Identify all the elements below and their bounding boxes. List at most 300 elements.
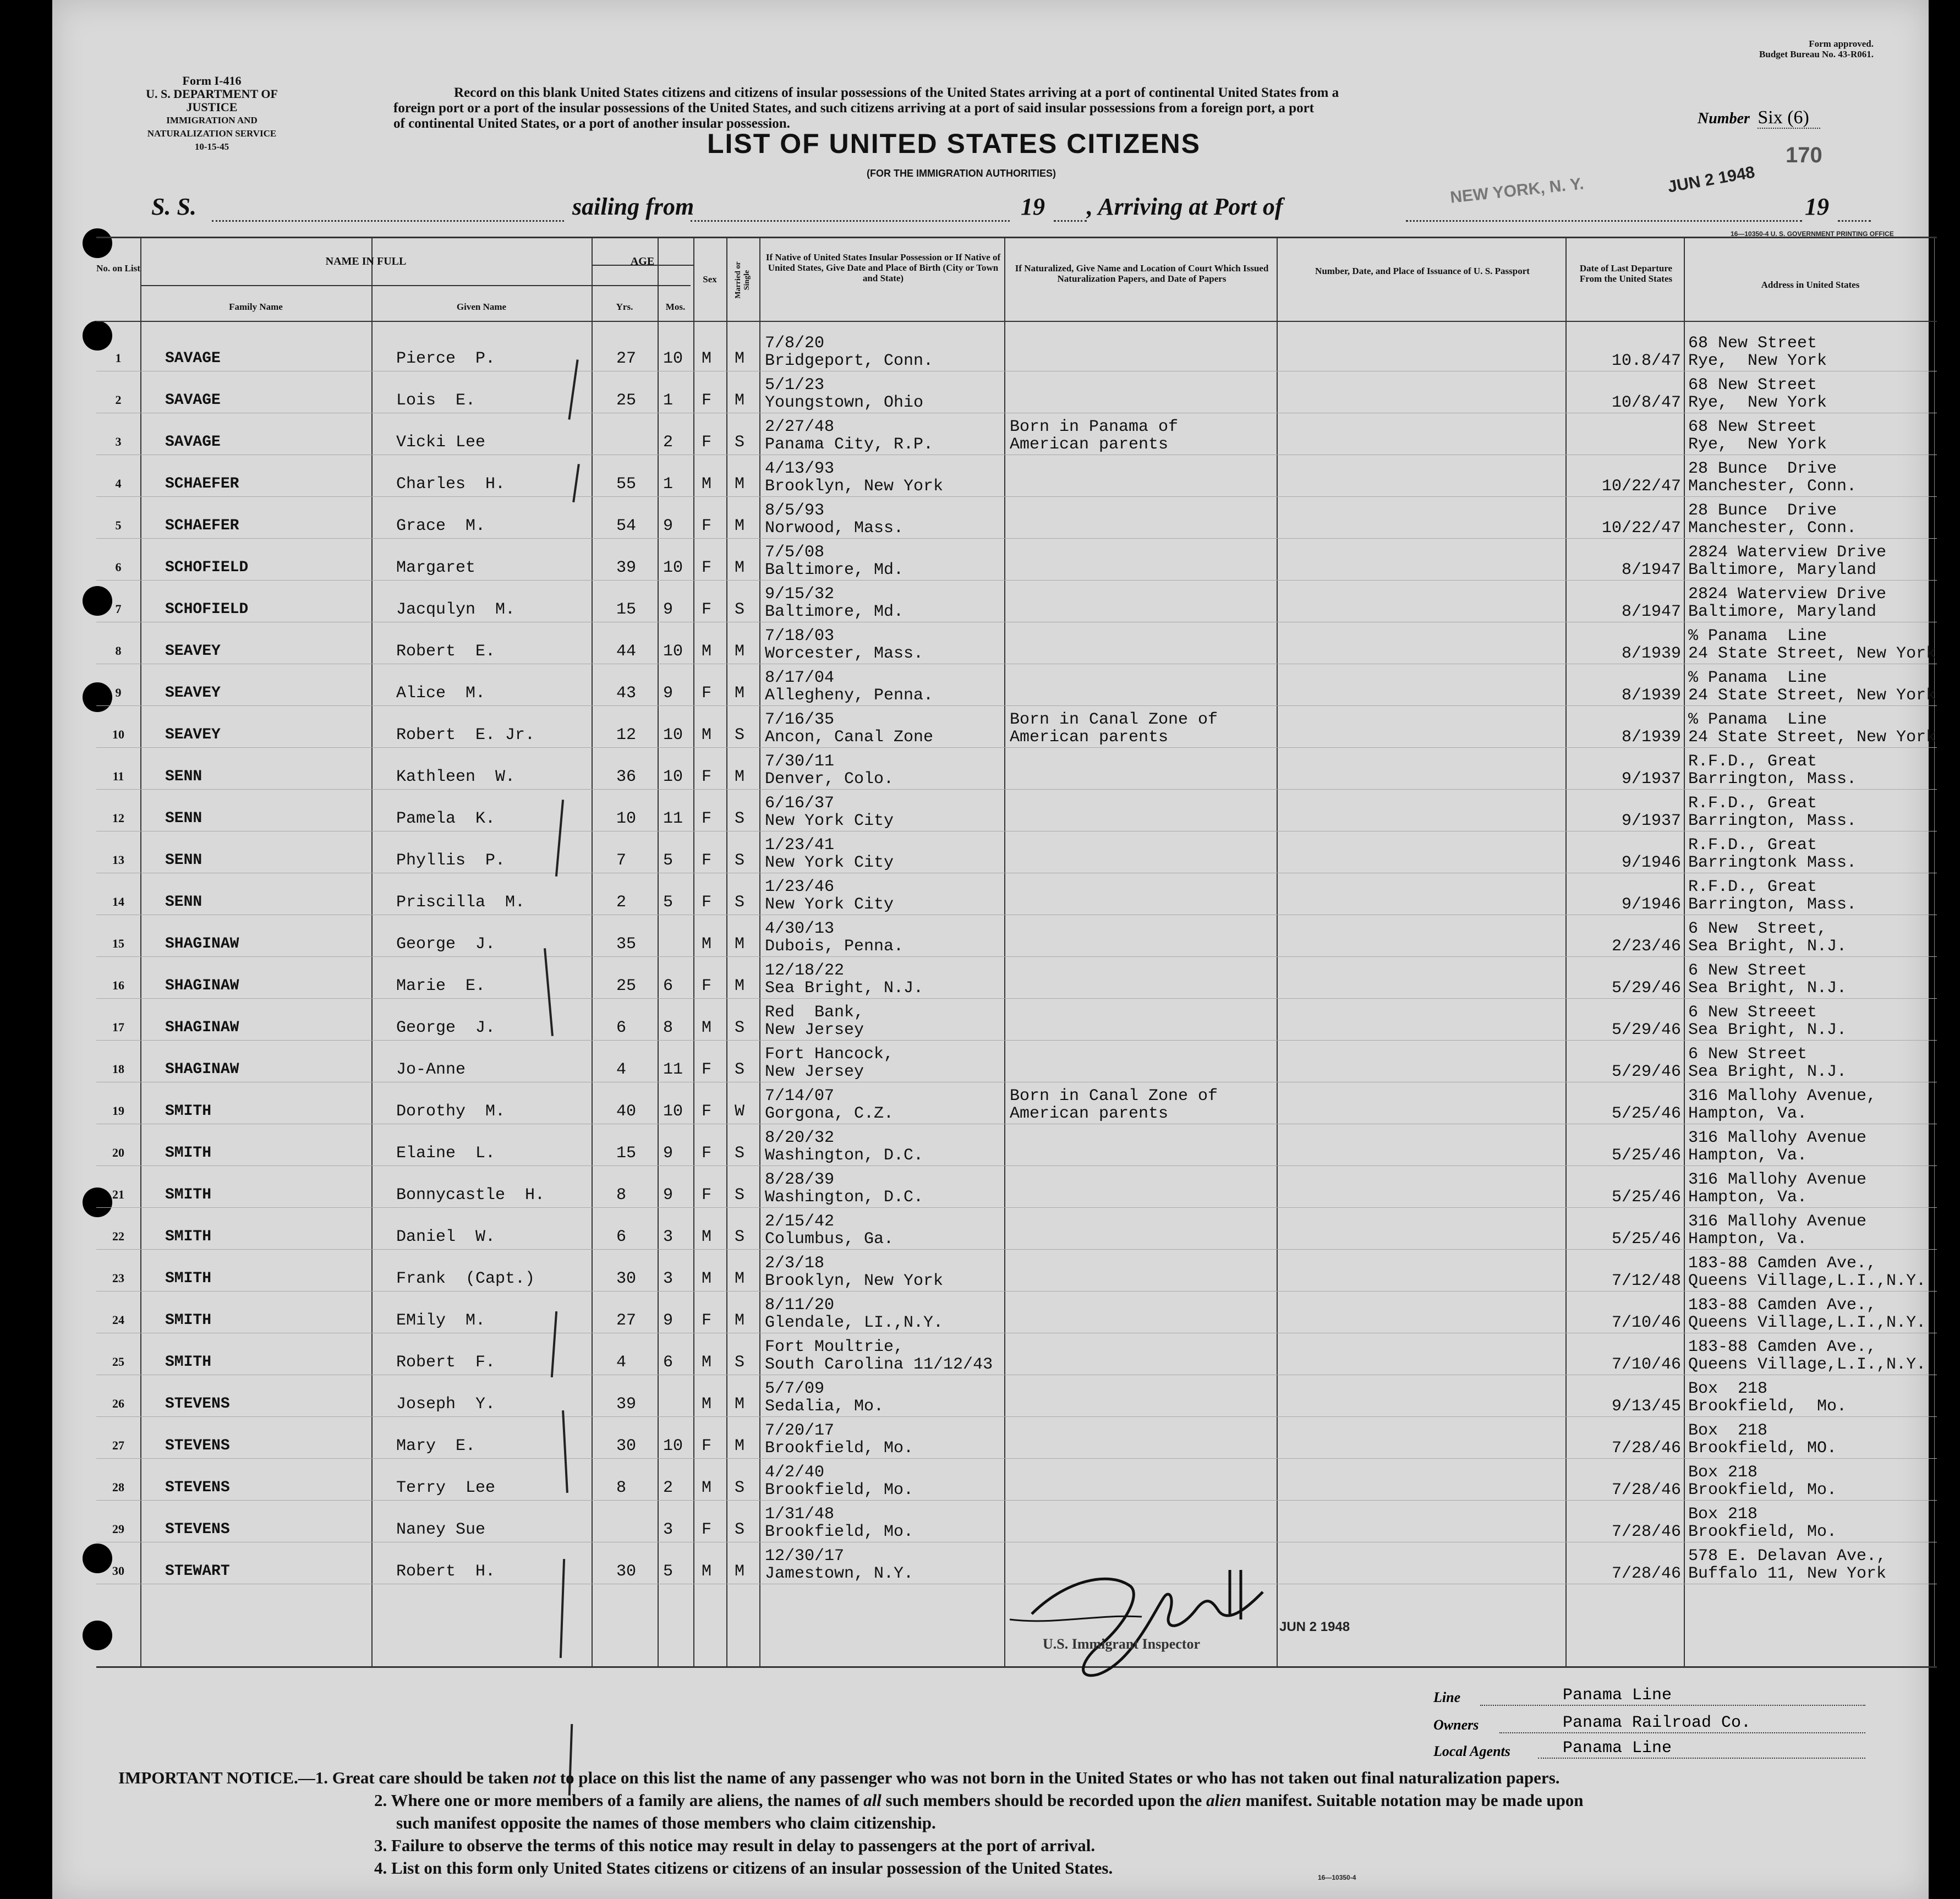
row-number: 27 — [112, 1438, 124, 1452]
cell-ms: S — [735, 433, 745, 452]
cell-mos: 10 — [663, 726, 683, 745]
cell-family: SEAVEY — [165, 685, 221, 702]
cell-ms: M — [735, 1437, 745, 1455]
row-number: 7 — [115, 602, 122, 616]
cell-birth-2: Brooklyn, New York — [765, 1272, 944, 1290]
cell-mos: 5 — [663, 893, 674, 912]
header-yrs: Yrs. — [616, 302, 633, 312]
cell-yrs: 30 — [616, 1437, 637, 1455]
cell-family: SMITH — [165, 1145, 212, 1162]
handwritten-mark — [562, 1410, 568, 1493]
cell-yrs: 43 — [616, 684, 637, 703]
cell-addr-2: 24 State Street, New York — [1688, 644, 1936, 663]
cell-yrs: 35 — [616, 935, 637, 954]
cell-birth-1: 8/28/39 — [765, 1170, 835, 1189]
cell-family: STEWART — [165, 1563, 230, 1580]
cell-departure: 8/1947 — [1621, 603, 1681, 621]
cell-ms: M — [735, 935, 745, 954]
cell-addr-1: 28 Bunce Drive — [1688, 501, 1837, 520]
header-birth: If Native of United States Insular Possession or If Native of United States, Give Date and Place of Birth (City or Town and State) — [765, 252, 1001, 283]
cell-birth-2: Panama City, R.P. — [765, 435, 934, 454]
cell-mos: 2 — [663, 1479, 674, 1497]
row-number: 12 — [112, 811, 124, 825]
port-stamp: NEW YORK, N. Y. — [1449, 174, 1585, 207]
cell-given: Grace M. — [396, 517, 486, 535]
line-label: Line — [1433, 1689, 1461, 1705]
row-number: 1 — [115, 351, 122, 365]
cell-addr-2: Brookfield, Mo. — [1688, 1397, 1847, 1416]
cell-ms: M — [735, 977, 745, 995]
cell-departure: 9/1937 — [1621, 770, 1681, 789]
cell-sex: F — [702, 851, 712, 870]
cell-birth-2: Baltimore, Md. — [765, 603, 904, 621]
bottom-code: 16—10350-4 — [1318, 1874, 1356, 1881]
cell-family: SAVAGE — [165, 392, 221, 409]
notice-2a: 2. Where one or more members of a family are aliens, the names of — [374, 1791, 859, 1810]
cell-sex: F — [702, 391, 712, 410]
cell-addr-2: Barrington, Mass. — [1688, 770, 1857, 789]
row-number: 5 — [115, 518, 122, 532]
cell-given: Pamela K. — [396, 809, 496, 828]
cell-given: Daniel W. — [396, 1228, 496, 1246]
cell-yrs: 10 — [616, 809, 637, 828]
cell-family: SMITH — [165, 1186, 212, 1203]
cell-given: Elaine L. — [396, 1144, 496, 1163]
page-subtitle: (FOR THE IMMIGRATION AUTHORITIES) — [867, 168, 1056, 179]
cell-addr-2: Manchester, Conn. — [1688, 477, 1857, 496]
cell-departure: 9/1937 — [1621, 812, 1681, 830]
cell-mos: 10 — [663, 349, 683, 368]
cell-mos: 10 — [663, 642, 683, 661]
cell-family: SAVAGE — [165, 434, 221, 451]
cell-addr-2: Hampton, Va. — [1688, 1104, 1808, 1123]
cell-addr-2: Sea Bright, N.J. — [1688, 1021, 1847, 1039]
cell-given: Marie E. — [396, 977, 486, 995]
cell-given: Robert H. — [396, 1562, 496, 1581]
cell-addr-2: Rye, New York — [1688, 435, 1827, 454]
cell-family: SEAVEY — [165, 726, 221, 743]
cell-given: Jacqulyn M. — [396, 600, 516, 619]
cell-addr-2: Sea Bright, N.J. — [1688, 1063, 1847, 1081]
cell-yrs: 54 — [616, 517, 637, 535]
row-number: 6 — [115, 560, 122, 574]
row-number: 28 — [112, 1480, 124, 1494]
row-number: 30 — [112, 1564, 124, 1578]
cell-departure: 9/13/45 — [1611, 1397, 1681, 1416]
cell-family: SMITH — [165, 1354, 212, 1371]
cell-nat-2: American parents — [1010, 728, 1169, 747]
header-naturalized: If Naturalized, Give Name and Location of Court Which Issued Naturalization Papers, and Date of Papers — [1015, 263, 1269, 284]
year-field-2 — [1838, 220, 1871, 222]
cell-yrs: 8 — [616, 1186, 627, 1205]
row-rule — [96, 1500, 1937, 1501]
cell-ms: S — [735, 1060, 745, 1079]
row-number: 24 — [112, 1313, 124, 1327]
cell-sex: F — [702, 517, 712, 535]
form-number: Form I-416 — [182, 74, 242, 87]
cell-given: Margaret — [396, 559, 476, 577]
cell-family: STEVENS — [165, 1437, 230, 1454]
cell-addr-2: Manchester, Conn. — [1688, 519, 1857, 538]
cell-family: SAVAGE — [165, 350, 221, 367]
row-number: 22 — [112, 1229, 124, 1243]
cell-birth-1: 5/1/23 — [765, 376, 825, 395]
cell-addr-1: 183-88 Camden Ave., — [1688, 1296, 1877, 1315]
intro-text — [393, 85, 1676, 132]
cell-ms: S — [735, 809, 745, 828]
cell-given: Pierce P. — [396, 349, 496, 368]
cell-departure: 7/28/46 — [1611, 1564, 1681, 1583]
cell-addr-1: 68 New Street — [1688, 334, 1817, 353]
cell-addr-2: Sea Bright, N.J. — [1688, 937, 1847, 956]
cell-addr-2: Hampton, Va. — [1688, 1188, 1808, 1207]
cell-departure: 5/29/46 — [1611, 1063, 1681, 1081]
cell-departure: 10.8/47 — [1611, 352, 1681, 370]
header-sex: Sex — [703, 274, 717, 284]
row-number: 2 — [115, 393, 122, 407]
cell-yrs: 8 — [616, 1479, 627, 1497]
cell-yrs: 27 — [616, 1311, 637, 1330]
cell-given: Kathleen W. — [396, 768, 516, 786]
cell-birth-1: 7/20/17 — [765, 1421, 835, 1440]
cell-addr-2: Barrington, Mass. — [1688, 812, 1857, 830]
cell-addr-1: % Panama Line — [1688, 669, 1827, 687]
cell-birth-2: Washington, D.C. — [765, 1188, 924, 1207]
cell-given: Robert E. Jr. — [396, 726, 535, 745]
intro-line-1: Record on this blank United States citizens and citizens of insular possessions of the United States arriving at a port of continental United States from a — [454, 85, 1339, 100]
cell-given: Joseph Y. — [396, 1395, 496, 1414]
row-rule — [96, 538, 1937, 539]
form-id-block — [135, 74, 289, 154]
cell-addr-1: Box 218 — [1688, 1463, 1758, 1482]
cell-sex: M — [702, 1019, 712, 1037]
cell-departure: 5/29/46 — [1611, 979, 1681, 998]
header-name-in-full: NAME IN FULL — [325, 255, 407, 267]
service-name: IMMIGRATION AND NATURALIZATION SERVICE — [147, 115, 277, 139]
cell-given: Bonnycastle H. — [396, 1186, 545, 1205]
cell-yrs: 25 — [616, 391, 637, 410]
cell-nat-2: American parents — [1010, 435, 1169, 454]
cell-birth-1: 4/13/93 — [765, 459, 835, 478]
cell-departure: 7/28/46 — [1611, 1481, 1681, 1500]
cell-birth-2: Glendale, LI.,N.Y. — [765, 1314, 944, 1332]
cell-sex: F — [702, 684, 712, 703]
notice-1a: Great care should be taken — [332, 1768, 529, 1787]
page-title: LIST OF UNITED STATES CITIZENS — [707, 128, 1201, 159]
row-rule — [96, 1416, 1937, 1417]
cell-mos: 10 — [663, 1437, 683, 1455]
cell-nat-1: Born in Canal Zone of — [1010, 1087, 1218, 1106]
cell-addr-2: Baltimore, Maryland — [1688, 561, 1877, 579]
cell-departure: 5/29/46 — [1611, 1021, 1681, 1039]
cell-mos: 1 — [663, 475, 674, 494]
row-number: 13 — [112, 853, 124, 867]
cell-mos: 9 — [663, 600, 674, 619]
cell-given: Phyllis P. — [396, 851, 506, 870]
row-rule — [96, 1249, 1937, 1250]
cell-family: SCHOFIELD — [165, 559, 249, 576]
row-number: 16 — [112, 978, 124, 992]
cell-ms: M — [735, 1269, 745, 1288]
cell-ms: M — [735, 391, 745, 410]
inspector-label: U.S. Immigrant Inspector — [1043, 1636, 1200, 1652]
cell-birth-1: 1/23/46 — [765, 878, 835, 896]
cell-mos: 3 — [663, 1228, 674, 1246]
row-number: 10 — [112, 727, 124, 741]
header-given-name: Given Name — [456, 302, 507, 312]
row-number: 3 — [115, 435, 122, 448]
cell-birth-2: Gorgona, C.Z. — [765, 1104, 894, 1123]
handwritten-mark — [568, 359, 578, 419]
form-date: 10-15-45 — [194, 141, 229, 152]
cell-addr-1: 316 Mallohy Avenue, — [1688, 1087, 1877, 1106]
cell-mos: 11 — [663, 1060, 683, 1079]
page-number: 170 — [1786, 143, 1822, 167]
row-number: 18 — [112, 1062, 124, 1076]
inspector-date-stamp: JUN 2 1948 — [1279, 1619, 1350, 1634]
row-rule — [96, 747, 1937, 748]
cell-addr-1: 316 Mallohy Avenue — [1688, 1129, 1867, 1147]
cell-addr-1: % Panama Line — [1688, 627, 1827, 645]
cell-yrs: 2 — [616, 893, 627, 912]
cell-family: SCHAEFER — [165, 475, 239, 492]
row-rule — [96, 705, 1937, 706]
cell-sex: M — [702, 1228, 712, 1246]
cell-ms: S — [735, 851, 745, 870]
cell-ms: S — [735, 1353, 745, 1372]
cell-given: Priscilla M. — [396, 893, 525, 912]
cell-mos: 11 — [663, 809, 683, 828]
cell-birth-2: Baltimore, Md. — [765, 561, 904, 579]
cell-birth-2: Brooklyn, New York — [765, 477, 944, 496]
cell-ms: S — [735, 1228, 745, 1246]
cell-given: Dorothy M. — [396, 1102, 506, 1121]
cell-birth-2: Dubois, Penna. — [765, 937, 904, 956]
cell-sex: M — [702, 726, 712, 745]
cell-mos: 6 — [663, 1353, 674, 1372]
cell-ms: M — [735, 1395, 745, 1414]
handwritten-mark — [551, 1311, 557, 1377]
cell-birth-2: Bridgeport, Conn. — [765, 352, 934, 370]
cell-yrs: 30 — [616, 1269, 637, 1288]
cell-sex: F — [702, 1186, 712, 1205]
sailing-from-label: sailing from — [572, 193, 694, 220]
header-no: No. on List — [96, 263, 140, 273]
cell-addr-1: R.F.D., Great — [1688, 752, 1817, 771]
cell-addr-1: 316 Mallohy Avenue — [1688, 1170, 1867, 1189]
cell-birth-1: 7/16/35 — [765, 710, 835, 729]
cell-yrs: 15 — [616, 1144, 637, 1163]
row-number: 17 — [112, 1020, 124, 1034]
year-field-1 — [1054, 220, 1087, 222]
row-rule — [96, 580, 1937, 581]
cell-birth-2: South Carolina 11/12/43 — [765, 1355, 993, 1374]
cell-given: Mary E. — [396, 1437, 476, 1455]
row-number: 15 — [112, 937, 124, 950]
row-number: 23 — [112, 1271, 124, 1285]
cell-ms: M — [735, 517, 745, 535]
cell-yrs: 12 — [616, 726, 637, 745]
cell-birth-2: Jamestown, N.Y. — [765, 1564, 914, 1583]
cell-yrs: 30 — [616, 1562, 637, 1581]
cell-ms: M — [735, 1562, 745, 1581]
cell-addr-1: 2824 Waterview Drive — [1688, 585, 1887, 604]
row-number: 19 — [112, 1104, 124, 1118]
notice-2-alien: alien — [1206, 1791, 1241, 1810]
row-rule — [96, 956, 1937, 957]
cell-birth-2: Allegheny, Penna. — [765, 686, 934, 705]
printing-office: 16—10350-4 U. S. GOVERNMENT PRINTING OFFICE — [1731, 230, 1894, 238]
cell-mos: 6 — [663, 977, 674, 995]
cell-addr-1: Box 218 — [1688, 1380, 1768, 1398]
list-number — [1698, 107, 1820, 128]
cell-sex: F — [702, 1060, 712, 1079]
cell-birth-1: 5/7/09 — [765, 1380, 825, 1398]
cell-addr-2: Queens Village,L.I.,N.Y. — [1688, 1355, 1926, 1374]
cell-yrs: 55 — [616, 475, 637, 494]
cell-family: SENN — [165, 894, 202, 911]
year-label-2: 19 — [1805, 193, 1829, 220]
row-rule — [96, 789, 1937, 790]
row-rule — [96, 1458, 1937, 1459]
cell-family: SENN — [165, 768, 202, 785]
cell-birth-1: 1/23/41 — [765, 836, 835, 855]
cell-departure: 7/10/46 — [1611, 1355, 1681, 1374]
approval-line-1: Form approved. — [1809, 39, 1874, 49]
notice-label: IMPORTANT NOTICE.—1. — [118, 1768, 328, 1787]
cell-birth-2: Sedalia, Mo. — [765, 1397, 884, 1416]
cell-departure: 10/22/47 — [1601, 519, 1681, 538]
cell-given: Lois E. — [396, 391, 476, 410]
cell-birth-1: Red Bank, — [765, 1003, 864, 1022]
cell-birth-1: 4/2/40 — [765, 1463, 825, 1482]
cell-ms: M — [735, 768, 745, 786]
cell-given: Robert F. — [396, 1353, 496, 1372]
row-rule — [96, 1207, 1937, 1208]
cell-sex: F — [702, 433, 712, 452]
header-married-single: Married or Single — [734, 261, 751, 299]
cell-departure: 2/23/46 — [1611, 937, 1681, 956]
cell-sex: F — [702, 1311, 712, 1330]
cell-sex: M — [702, 1562, 712, 1581]
row-number: 4 — [115, 477, 122, 490]
cell-sex: M — [702, 475, 712, 494]
line-value-text: Panama Line — [1563, 1686, 1672, 1705]
cell-birth-1: 2/3/18 — [765, 1254, 825, 1273]
cell-given: Naney Sue — [396, 1520, 486, 1539]
cell-family: SENN — [165, 852, 202, 869]
notice-4: 4. List on this form only United States citizens or citizens of an insular possession of the United States. — [374, 1858, 1113, 1878]
line-value — [1480, 1686, 1865, 1706]
cell-sex: F — [702, 768, 712, 786]
cell-family: STEVENS — [165, 1395, 230, 1413]
cell-birth-2: New York City — [765, 853, 894, 872]
cell-departure: 5/25/46 — [1611, 1104, 1681, 1123]
cell-birth-2: Norwood, Mass. — [765, 519, 904, 538]
cell-departure: 7/12/48 — [1611, 1272, 1681, 1290]
arriving-label: , Arriving at Port of — [1087, 193, 1283, 220]
header-address: Address in United States — [1761, 280, 1860, 290]
cell-addr-1: R.F.D., Great — [1688, 836, 1817, 855]
cell-departure: 10/8/47 — [1611, 393, 1681, 412]
cell-birth-1: 7/30/11 — [765, 752, 835, 771]
cell-given: Jo-Anne — [396, 1060, 466, 1079]
cell-birth-1: 7/18/03 — [765, 627, 835, 645]
cell-departure: 10/22/47 — [1601, 477, 1681, 496]
cell-addr-1: 68 New Street — [1688, 418, 1817, 436]
cell-ms: S — [735, 726, 745, 745]
cell-ms: S — [735, 1186, 745, 1205]
cell-family: SMITH — [165, 1270, 212, 1287]
cell-sex: M — [702, 349, 712, 368]
cell-sex: F — [702, 809, 712, 828]
cell-sex: F — [702, 1437, 712, 1455]
row-number: 9 — [115, 686, 122, 699]
cell-mos: 9 — [663, 684, 674, 703]
owners-value — [1499, 1714, 1865, 1733]
cell-given: Frank (Capt.) — [396, 1269, 535, 1288]
cell-given: Alice M. — [396, 684, 486, 703]
cell-addr-1: R.F.D., Great — [1688, 878, 1817, 896]
intro-line-3: of continental United States, or a port of another insular possession. — [393, 116, 790, 131]
header-departure: Date of Last Departure From the United States — [1579, 263, 1673, 284]
date-stamp: JUN 2 1948 — [1666, 163, 1756, 196]
cell-mos: 9 — [663, 517, 674, 535]
notice-2d: such manifest opposite the names of those members who claim citizenship. — [396, 1813, 936, 1832]
cell-birth-1: 2/15/42 — [765, 1212, 835, 1231]
cell-ms: S — [735, 600, 745, 619]
cell-family: STEVENS — [165, 1521, 230, 1538]
cell-mos: 10 — [663, 768, 683, 786]
cell-mos: 9 — [663, 1186, 674, 1205]
row-number: 25 — [112, 1355, 124, 1369]
cell-sex: M — [702, 1395, 712, 1414]
cell-mos: 8 — [663, 1019, 674, 1037]
cell-family: STEVENS — [165, 1479, 230, 1496]
cell-birth-1: 12/18/22 — [765, 961, 845, 980]
row-number: 29 — [112, 1522, 124, 1536]
cell-family: SENN — [165, 810, 202, 827]
row-number: 11 — [112, 769, 124, 783]
handwritten-mark — [555, 800, 564, 877]
cell-ms: M — [735, 684, 745, 703]
cell-birth-1: 7/5/08 — [765, 543, 825, 562]
cell-given: Terry Lee — [396, 1479, 496, 1497]
cell-birth-2: Worcester, Mass. — [765, 644, 924, 663]
cell-family: SMITH — [165, 1228, 212, 1245]
cell-ms: S — [735, 1144, 745, 1163]
department-name: U. S. DEPARTMENT OF JUSTICE — [146, 87, 278, 114]
arrival-port-field — [1406, 220, 1802, 222]
cell-birth-2: Brookfield, Mo. — [765, 1481, 914, 1500]
header-family-name: Family Name — [229, 302, 283, 312]
cell-nat-1: Born in Panama of — [1010, 418, 1179, 436]
cell-birth-2: Brookfield, Mo. — [765, 1523, 914, 1541]
notice-1-not: not — [533, 1768, 556, 1787]
cell-departure: 8/1939 — [1621, 728, 1681, 747]
cell-addr-2: Hampton, Va. — [1688, 1230, 1808, 1249]
cell-nat-2: American parents — [1010, 1104, 1169, 1123]
cell-family: SHAGINAW — [165, 1019, 239, 1036]
row-rule — [96, 496, 1937, 497]
cell-addr-2: Brookfield, Mo. — [1688, 1523, 1837, 1541]
cell-birth-1: 12/30/17 — [765, 1547, 845, 1566]
header-age: AGE — [630, 255, 655, 267]
cell-departure: 5/25/46 — [1611, 1188, 1681, 1207]
cell-yrs: 15 — [616, 600, 637, 619]
cell-birth-2: Columbus, Ga. — [765, 1230, 894, 1249]
agents-value — [1538, 1739, 1865, 1759]
